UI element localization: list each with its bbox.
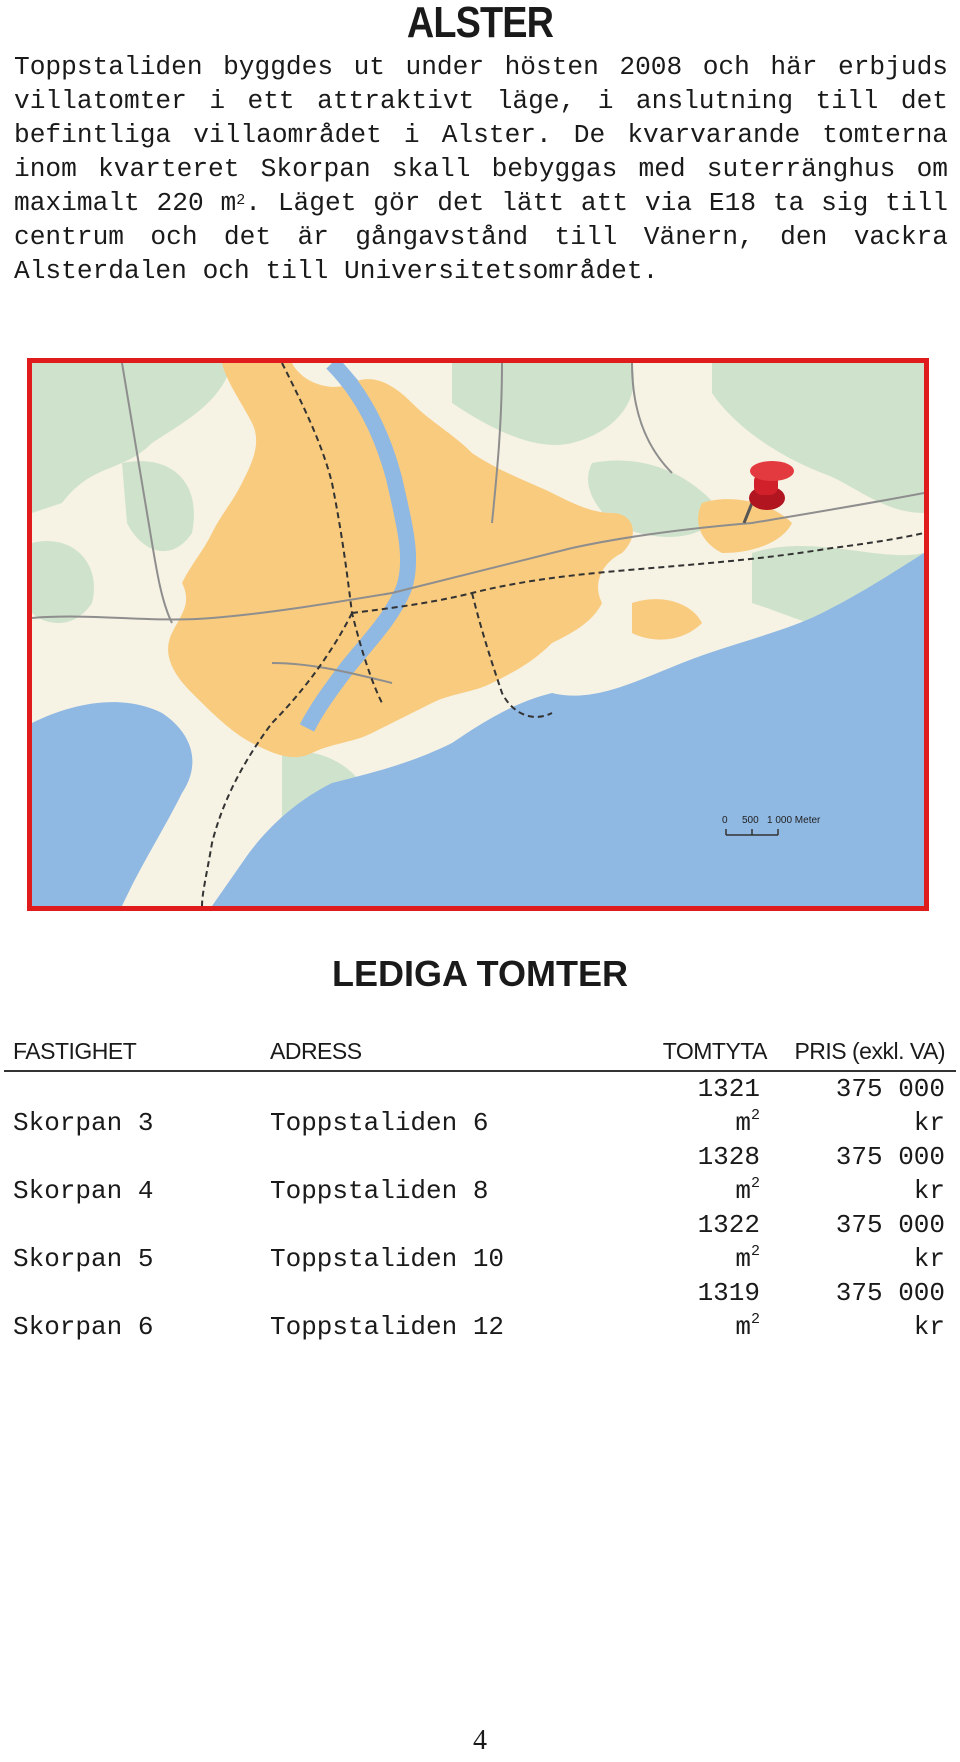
- cell-tomtyta: 1319: [697, 1278, 760, 1308]
- unit-superscript: 2: [750, 1243, 760, 1260]
- table-row: [4, 1208, 956, 1276]
- header-pris: PRIS (exkl. VA): [794, 1038, 945, 1064]
- location-map: [27, 358, 929, 911]
- cell-pris: 375 000: [835, 1210, 945, 1240]
- unit-text: m: [735, 1312, 751, 1342]
- cell-tomtyta: 1328: [697, 1142, 760, 1172]
- intro-superscript: 2: [236, 192, 246, 209]
- cell-unit: [735, 1108, 760, 1138]
- scale-label-0: 0: [722, 815, 728, 826]
- cell-currency: kr: [913, 1176, 945, 1206]
- cell-currency: kr: [913, 1244, 945, 1274]
- unit-superscript: 2: [750, 1107, 760, 1124]
- plots-table: [4, 1034, 956, 1344]
- cell-currency: kr: [913, 1108, 945, 1138]
- intro-text-part2: . Läget gör det lätt att via E18 ta sig till centrum och det är gångavstånd till Vänern, den vackra Alsterdalen och till Universitetsområdet.: [14, 188, 948, 286]
- cell-tomtyta: 1322: [697, 1210, 760, 1240]
- scale-label-500: 500: [742, 815, 759, 826]
- header-fastighet: FASTIGHET: [13, 1038, 137, 1064]
- unit-text: m: [735, 1176, 751, 1206]
- cell-fastighet: Skorpan 5: [13, 1244, 154, 1274]
- intro-text-part1: Toppstaliden byggdes ut under hösten 2008 och här erbjuds villatomter i ett attraktivt läge, i anslutning till det befintliga villaområdet i Alster. De kvarvarande tomterna inom kvarteret Skorpan skall bebyggas med suterränghus om maximalt 220 m: [14, 52, 948, 218]
- unit-text: m: [735, 1244, 751, 1274]
- cell-fastighet: Skorpan 4: [13, 1176, 154, 1206]
- cell-currency: kr: [913, 1312, 945, 1342]
- header-tomtyta: TOMTYTA: [662, 1038, 767, 1064]
- cell-unit: [735, 1244, 760, 1274]
- cell-unit: [735, 1176, 760, 1206]
- cell-fastighet: Skorpan 6: [13, 1312, 154, 1342]
- cell-pris: 375 000: [835, 1074, 945, 1104]
- cell-tomtyta: 1321: [697, 1074, 760, 1104]
- table-header: [4, 1034, 956, 1072]
- cell-fastighet: Skorpan 3: [13, 1108, 154, 1138]
- header-adress: ADRESS: [270, 1038, 362, 1064]
- page-title: ALSTER: [406, 0, 554, 47]
- unit-superscript: 2: [750, 1175, 760, 1192]
- cell-unit: [735, 1312, 760, 1342]
- table-row: [4, 1072, 956, 1140]
- cell-adress: Toppstaliden 8: [270, 1176, 489, 1206]
- unit-superscript: 2: [750, 1311, 760, 1328]
- map-canvas: [32, 363, 924, 906]
- table-row: [4, 1140, 956, 1208]
- scale-label-1000: 1 000 Meter: [767, 815, 821, 826]
- cell-pris: 375 000: [835, 1278, 945, 1308]
- unit-text: m: [735, 1108, 751, 1138]
- page-number: 4: [473, 1725, 487, 1756]
- section-title: LEDIGA TOMTER: [332, 953, 628, 994]
- table-row: [4, 1276, 956, 1344]
- cell-adress: Toppstaliden 10: [270, 1244, 505, 1274]
- intro-paragraph: [14, 50, 948, 288]
- cell-adress: Toppstaliden 12: [270, 1312, 505, 1342]
- cell-pris: 375 000: [835, 1142, 945, 1172]
- cell-adress: Toppstaliden 6: [270, 1108, 489, 1138]
